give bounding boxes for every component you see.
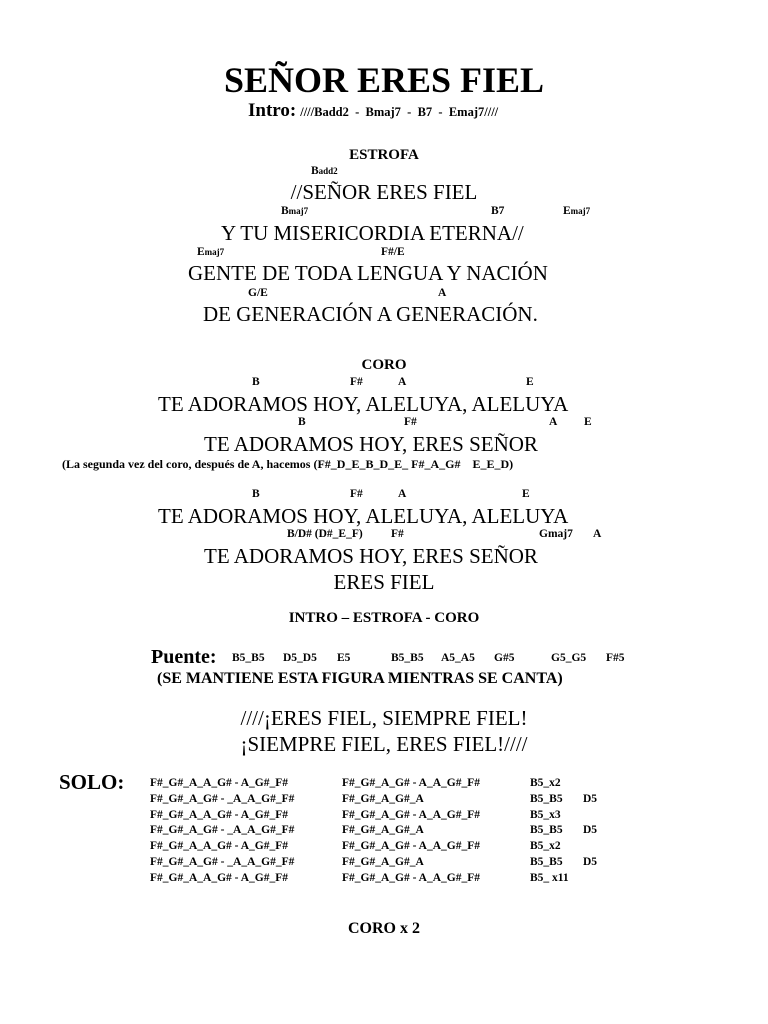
solo-cell: F#_G#_A_G#_A [342,792,424,805]
puente-chord: G5_G5 [551,652,587,664]
puente-line-1: ////¡ERES FIEL, SIEMPRE FIEL! [240,706,528,730]
coro-line-5: ERES FIEL [333,570,435,594]
chord-badd2 [311,166,338,178]
chord-fs-e: F#/E [381,246,405,258]
coro-note: (La segunda vez del coro, después de A, hacemos (F#_D_E_B_D_E_ F#_A_G# E_E_D) [62,457,514,471]
solo-cell: F#_G#_A_A_G# - A_G#_F# [150,840,288,853]
puente-label: Puente: [151,646,217,668]
solo-cell: B5_B5 [530,792,563,805]
intro-label: Intro: [248,100,297,121]
coro-line-4: TE ADORAMOS HOY, ERES SEÑOR [204,544,538,568]
chord: B [252,376,260,388]
puente-chord: E5 [337,652,351,664]
solo-cell: F#_G#_A_G# - A_A_G#_F# [342,777,480,789]
solo-cell: F#_G#_A_A_G# - A_G#_F# [150,871,288,884]
final-instruction: CORO x 2 [348,920,420,937]
estrofa-line-4: DE GENERACIÓN A GENERACIÓN. [203,302,538,326]
puente-chord: G#5 [494,652,515,664]
solo-label: SOLO: [59,770,125,794]
chord: E [584,416,592,428]
chord-root: E [563,205,571,217]
chord: Gmaj7 [539,528,573,540]
estrofa-heading: ESTROFA [349,147,419,163]
chord-emaj7 [563,206,590,218]
chord-bmaj7 [281,206,308,218]
solo-cell: F#_G#_A_G# - _A_A_G#_F# [150,824,295,837]
puente-line-2: ¡SIEMPRE FIEL, ERES FIEL!//// [240,732,528,756]
chord-a: A [438,287,447,299]
solo-cell: F#_G#_A_G#_A [342,824,424,837]
chord-g-e: G/E [248,287,268,299]
solo-cell: F#_G#_A_A_G# - A_G#_F# [150,777,288,789]
solo-cell: F#_G#_A_A_G# - A_G#_F# [150,808,288,821]
puente-chord: B5_B5 [232,652,265,664]
solo-cell: B5_B5 [530,856,563,868]
chord: A [593,528,602,540]
solo-cell: B5_x2 [530,840,561,853]
chord-root: B [281,205,289,217]
solo-cell: F#_G#_A_G# - A_A_G#_F# [342,808,480,821]
estrofa-line-2: Y TU MISERICORDIA ETERNA// [221,221,524,245]
chord-root: E [197,246,205,258]
chord: B [252,488,260,500]
chord-quality: maj7 [570,206,591,216]
chord-quality: add2 [318,166,338,176]
solo-cell: F#_G#_A_G# - _A_A_G#_F# [150,856,295,868]
solo-cell: D5 [583,856,598,868]
puente-chord: D5_D5 [283,652,317,664]
chord: F# [391,528,404,540]
puente-chord: B5_B5 [391,652,424,664]
solo-cell: B5_x2 [530,777,561,789]
chord-b7: B7 [491,205,505,217]
intro-chords: ////Badd2 - Bmaj7 - B7 - Emaj7//// [300,105,499,119]
chord: B [298,416,306,428]
solo-cell: D5 [583,792,598,805]
chord: A [398,488,407,500]
coro-line-1: TE ADORAMOS HOY, ALELUYA, ALELUYA [158,392,569,416]
chord: F# [350,488,363,500]
puente-chord: A5_A5 [441,652,475,664]
chord: A [549,416,558,428]
song-title: SEÑOR ERES FIEL [223,60,545,100]
chord: F# [404,416,417,428]
coro-heading: CORO [361,357,407,373]
estrofa-line-1: //SEÑOR ERES FIEL [290,180,478,204]
solo-cell: F#_G#_A_G# - A_A_G#_F# [342,871,480,884]
solo-cell: F#_G#_A_G#_A [342,856,424,868]
coro-line-2: TE ADORAMOS HOY, ERES SEÑOR [204,432,538,456]
intro-line [248,101,498,120]
puente-chord: F#5 [606,652,625,664]
coro-line-3: TE ADORAMOS HOY, ALELUYA, ALELUYA [158,504,569,528]
solo-cell: B5_ x11 [530,871,569,884]
solo-cell: B5_x3 [530,808,561,821]
solo-cell: F#_G#_A_G# - A_A_G#_F# [342,840,480,853]
chord-emaj7-2 [197,247,224,259]
estrofa-line-3: GENTE DE TODA LENGUA Y NACIÓN [188,261,548,285]
chord: F# [350,376,363,388]
puente-instruction: (SE MANTIENE ESTA FIGURA MIENTRAS SE CANTA) [157,670,563,687]
chord: E [526,376,534,388]
sequence-heading: INTRO – ESTROFA - CORO [288,610,480,626]
chord: A [398,376,407,388]
solo-cell: B5_B5 [530,824,563,837]
solo-cell: D5 [583,824,598,837]
chord: E [522,488,530,500]
chord: B/D# (D#_E_F) [287,528,363,540]
chord-quality: maj7 [204,247,225,257]
chord-quality: maj7 [288,206,309,216]
solo-cell: F#_G#_A_G# - _A_A_G#_F# [150,792,295,805]
chord-root: B [311,165,319,177]
